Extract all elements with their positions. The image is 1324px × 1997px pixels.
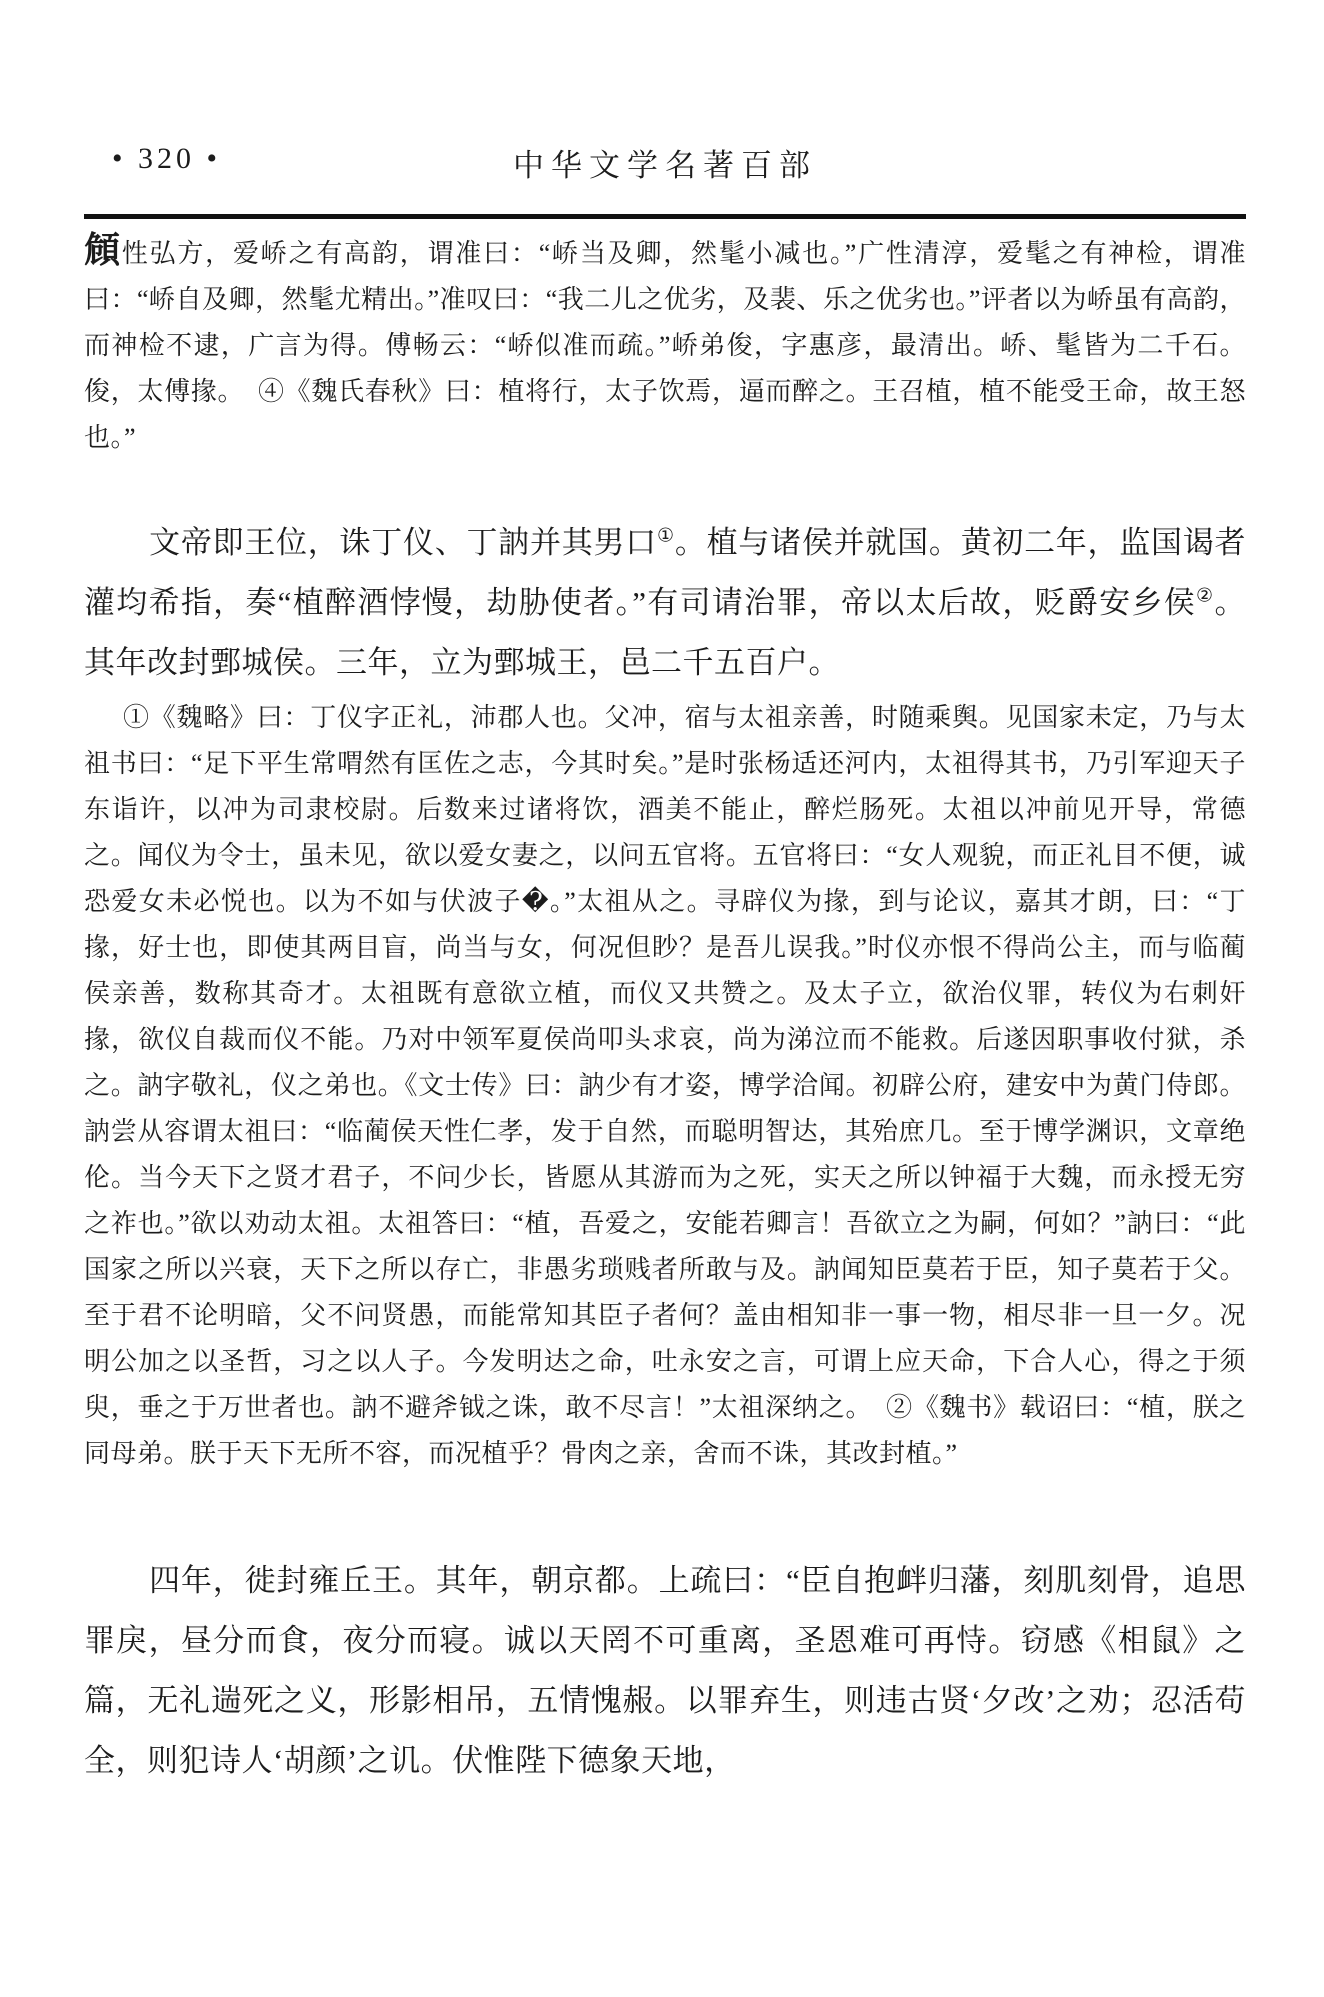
wendi-text-segment-2: 。植与诸侯并就国。黄初二年，监国谒者灌均希指，奏“植醉酒悖慢，劫胁使者。”有司请治罪，帝以太后故，贬爵安乡侯	[84, 525, 1247, 620]
footnote-ref-2: ②	[1196, 585, 1215, 607]
lead-character: 頠	[84, 230, 122, 270]
wendi-text-segment-1: 文帝即王位，诛丁仪、丁訥并其男口	[149, 525, 657, 560]
page-header	[84, 132, 1246, 196]
page-body	[84, 227, 1246, 1791]
book-title: 中华文学名著百部	[513, 148, 817, 183]
footnote-ref-1: ①	[656, 525, 675, 547]
annotation-continued-paragraph	[84, 227, 1246, 461]
wendi-text-segment-3: 。其年改封鄄城侯。三年，立为鄄城王，邑二千五百户。	[84, 585, 1247, 680]
main-paragraph-sinian: 四年，徙封雍丘王。其年，朝京都。上疏曰：“臣自抱衅归藩，刻肌刻骨，追思罪戾，昼分而食，夜分而寝。诚以天罔不可重离，圣恩难可再恃。窃感《相鼠》之篇，无礼遄死之义，形影相吊，五情愧赧。以罪弃生，则违古贤‘夕改’之劝；忍活苟全，则犯诗人‘胡颜’之讥。伏惟陛下德象天地，	[84, 1563, 1246, 1778]
annotation-continued-text: 性弘方，爱峤之有高韵，谓准曰：“峤当及卿，然髦小减也。”广性清淳，爱髦之有神检，谓准曰：“峤自及卿，然髦尤精出。”准叹曰：“我二儿之优劣，及裴、乐之优劣也。”评者以为峤虽有高韵，而神检不逮，广言为得。傅畅云：“峤似准而疏。”峤弟俊，字惠彦，最清出。峤、髦皆为二千石。俊，太傅掾。 ④《魏氏春秋》曰：植将行，太子饮焉，逼而醉之。王召植，植不能受王命，故王怒也。”	[84, 239, 1246, 452]
main-paragraph-wendi	[84, 513, 1246, 693]
header-rule	[84, 214, 1246, 219]
annotation-footnotes-paragraph: ①《魏略》曰：丁仪字正礼，沛郡人也。父冲，宿与太祖亲善，时随乘舆。见国家未定，乃与太祖书曰：“足下平生常喟然有匡佐之志，今其时矣。”是时张杨适还河内，太祖得其书，乃引军迎天子东诣许，以冲为司隶校尉。后数来过诸将饮，酒美不能止，醉烂肠死。太祖以冲前见开导，常德之。闻仪为令士，虽未见，欲以爱女妻之，以问五官将。五官将曰：“女人观貌，而正礼目不便，诚恐爱女未必悦也。以为不如与伏波子�。”太祖从之。寻辟仪为掾，到与论议，嘉其才朗，曰：“丁掾，好士也，即使其两目盲，尚当与女，何况但眇？是吾儿误我。”时仪亦恨不得尚公主，而与临蔺侯亲善，数称其奇才。太祖既有意欲立植，而仪又共赞之。及太子立，欲治仪罪，转仪为右刺奸掾，欲仪自裁而仪不能。乃对中领军夏侯尚叩头求哀，尚为涕泣而不能救。后遂因职事收付狱，杀之。訥字敬礼，仪之弟也。《文士传》曰：訥少有才姿，博学洽闻。初辟公府，建安中为黄门侍郎。訥尝从容谓太祖曰：“临蔺侯天性仁孝，发于自然，而聪明智达，其殆庶几。至于博学渊识，文章绝伦。当今天下之贤才君子，不问少长，皆愿从其游而为之死，实天之所以钟福于大魏，而永授无穷之祚也。”欲以劝动太祖。太祖答曰：“植，吾爱之，安能若卿言！吾欲立之为嗣，何如？”訥曰：“此国家之所以兴衰，天下之所以存亡，非愚劣琐贱者所敢与及。訥闻知臣莫若于臣，知子莫若于父。至于君不论明暗，父不问贤愚，而能常知其臣子者何？盖由相知非一事一物，相尽非一旦一夕。况明公加之以圣哲，习之以人子。今发明达之命，吐永安之言，可谓上应天命，下合人心，得之于须臾，垂之于万世者也。訥不避斧钺之诛，敢不尽言！”太祖深纳之。 ②《魏书》载诏曰：“植，朕之同母弟。朕于天下无所不容，而况植乎？骨肉之亲，舍而不诛，其改封植。”	[84, 703, 1246, 1468]
page-number: • 320 •	[112, 142, 222, 175]
